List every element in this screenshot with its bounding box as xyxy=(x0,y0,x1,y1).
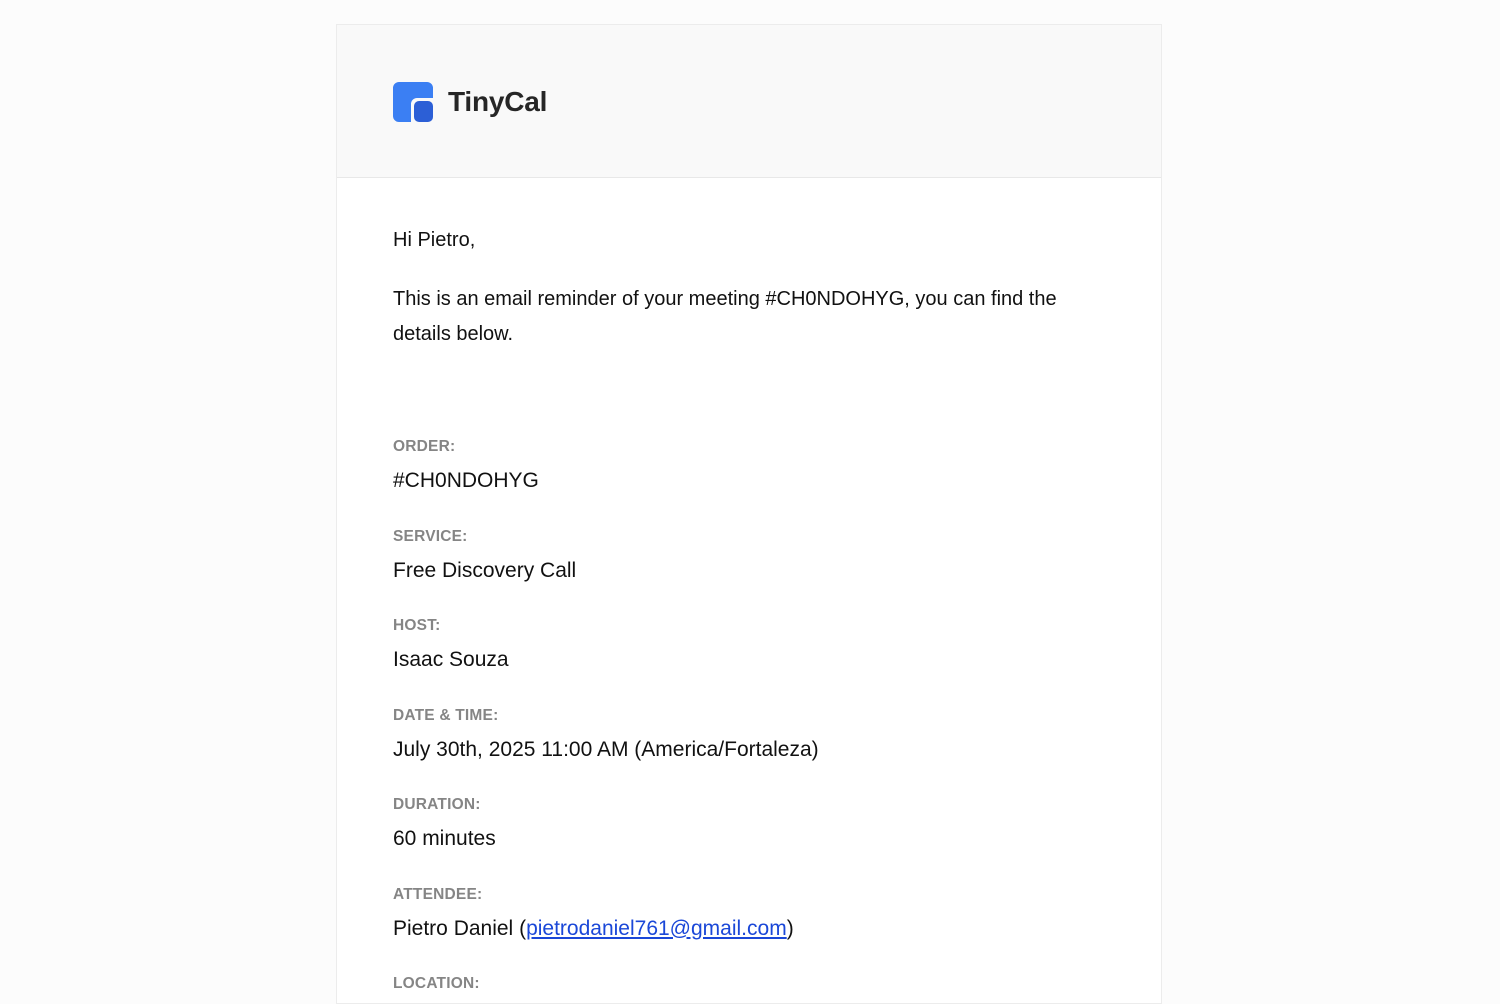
attendee-name: Pietro Daniel xyxy=(393,916,514,940)
attendee-close-paren: ) xyxy=(786,916,794,940)
duration-value: 60 minutes xyxy=(393,827,496,850)
datetime-label: DATE & TIME: xyxy=(393,706,499,724)
order-label: ORDER: xyxy=(393,438,456,455)
host-value: Isaac Souza xyxy=(393,648,509,671)
detail-attendee xyxy=(393,886,1105,976)
detail-location xyxy=(393,975,1105,1004)
attendee-email-link[interactable]: pietrodaniel761@gmail.com xyxy=(526,916,787,940)
tinycal-logo-icon xyxy=(393,82,433,122)
brand xyxy=(393,82,547,122)
detail-datetime xyxy=(393,707,1105,797)
intro-text: This is an email reminder of your meeting #CH0NDOHYG, you can find the details below. xyxy=(393,288,1057,345)
attendee-label: ATTENDEE: xyxy=(393,885,483,903)
email-card xyxy=(336,24,1162,1004)
service-label: SERVICE: xyxy=(393,527,468,545)
brand-name: TinyCal xyxy=(448,86,548,117)
meeting-details xyxy=(393,438,1105,1004)
email-header xyxy=(337,25,1161,178)
email-body xyxy=(337,178,1161,1004)
detail-duration xyxy=(393,796,1105,886)
attendee-value xyxy=(393,917,1105,941)
duration-label: DURATION: xyxy=(393,796,481,813)
location-label: LOCATION: xyxy=(393,975,480,992)
detail-host xyxy=(393,617,1105,707)
order-value: #CH0NDOHYG xyxy=(393,469,539,492)
detail-order xyxy=(393,438,1105,528)
host-label: HOST: xyxy=(393,617,441,634)
detail-service xyxy=(393,528,1105,618)
attendee-open-paren: ( xyxy=(513,916,527,940)
datetime-value: July 30th, 2025 11:00 AM (America/Fortaleza) xyxy=(393,737,819,761)
greeting: Hi Pietro, xyxy=(393,229,476,251)
service-value: Free Discovery Call xyxy=(393,558,577,582)
